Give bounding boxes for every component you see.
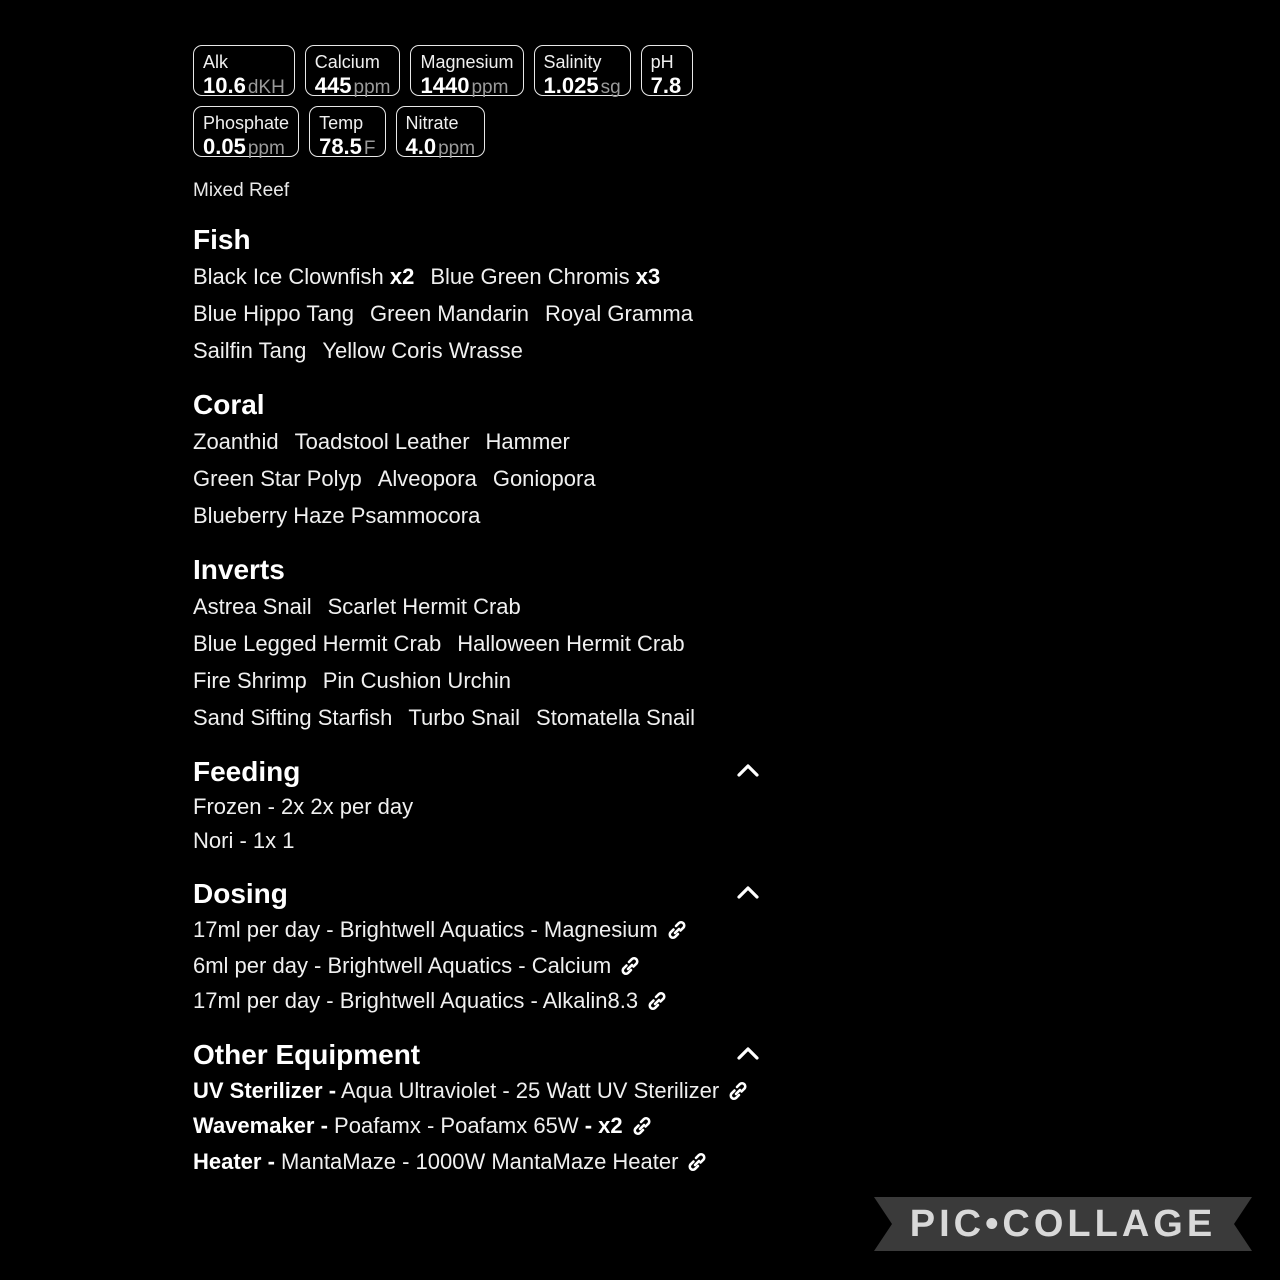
param-value-wrap	[420, 73, 513, 100]
list-line	[193, 699, 813, 736]
livestock-item[interactable]: Blue Hippo Tang	[193, 301, 355, 326]
list-line	[193, 258, 813, 295]
param-nitrate[interactable]	[396, 106, 486, 157]
section-header	[193, 876, 813, 912]
livestock-item[interactable]: Sand Sifting Starfish	[193, 705, 393, 730]
equipment-item	[193, 1108, 813, 1144]
param-unit: dKH	[247, 77, 285, 98]
param-value-wrap	[203, 134, 289, 161]
param-name: Alk	[203, 52, 229, 72]
livestock-item[interactable]: Pin Cushion Urchin	[322, 668, 511, 693]
section-header	[193, 754, 813, 790]
feeding-item: Nori - 1x 1	[193, 828, 295, 853]
param-name: Temp	[319, 113, 364, 133]
livestock-item[interactable]: Blueberry Haze Psammocora	[193, 503, 481, 528]
param-alk[interactable]	[193, 45, 295, 96]
section-header	[193, 1037, 813, 1073]
param-salinity[interactable]	[534, 45, 631, 96]
equipment-qty: - x2	[584, 1113, 623, 1138]
list-line	[193, 588, 813, 625]
chevron-up-icon[interactable]	[737, 763, 759, 777]
param-unit: ppm	[247, 138, 285, 159]
param-calcium[interactable]	[305, 45, 401, 96]
param-name: Calcium	[314, 52, 380, 72]
pic-collage-watermark	[874, 1197, 1252, 1251]
dosing-text: 17ml per day - Brightwell Aquatics - Alkalin8.3	[193, 988, 639, 1013]
param-value: 445	[314, 73, 352, 98]
livestock-qty: x3	[635, 264, 661, 289]
chevron-up-icon[interactable]	[737, 885, 759, 899]
param-unit: F	[363, 138, 376, 159]
param-value-wrap	[651, 73, 684, 100]
livestock-item[interactable]	[193, 264, 414, 289]
livestock-item[interactable]: Hammer	[485, 429, 570, 454]
tank-type: Mixed Reef	[193, 180, 290, 201]
link-icon[interactable]	[664, 919, 690, 941]
dosing-item	[193, 948, 813, 984]
livestock-item[interactable]: Fire Shrimp	[193, 668, 307, 693]
livestock-item[interactable]: Turbo Snail	[408, 705, 521, 730]
livestock-item[interactable]: Toadstool Leather	[294, 429, 470, 454]
equipment-item	[193, 1144, 813, 1180]
param-phosphate[interactable]	[193, 106, 299, 157]
livestock-item[interactable]: Green Star Polyp	[193, 466, 362, 491]
param-unit: sg	[600, 77, 621, 98]
chevron-up-icon[interactable]	[737, 1046, 759, 1060]
param-value-wrap	[406, 134, 476, 161]
section-title: Dosing	[193, 878, 288, 909]
equipment-label: Wavemaker -	[193, 1113, 328, 1138]
param-ph[interactable]	[641, 45, 694, 96]
link-icon[interactable]	[629, 1115, 655, 1137]
section-header	[193, 387, 813, 423]
param-value: 1440	[420, 73, 470, 98]
list-line	[193, 625, 813, 662]
list-line	[193, 460, 813, 497]
param-name: Nitrate	[405, 113, 459, 133]
param-name: Phosphate	[203, 113, 290, 133]
section-title: Feeding	[193, 756, 301, 787]
param-value: 4.0	[405, 134, 437, 159]
link-icon[interactable]	[644, 990, 670, 1012]
section-title: Other Equipment	[193, 1038, 421, 1070]
dosing-text: 6ml per day - Brightwell Aquatics - Calcium	[193, 952, 612, 978]
livestock-item[interactable]: Blue Legged Hermit Crab	[193, 631, 442, 656]
param-temp[interactable]	[309, 106, 385, 157]
parameters-row	[193, 106, 813, 157]
list-line	[193, 497, 813, 534]
dosing-item	[193, 912, 813, 948]
param-value: 78.5	[319, 134, 362, 159]
fish-section	[193, 222, 813, 369]
param-magnesium[interactable]	[410, 45, 523, 96]
param-name: Salinity	[543, 52, 602, 72]
param-unit: ppm	[353, 77, 391, 98]
feeding-section	[193, 754, 813, 858]
dosing-item	[193, 983, 813, 1019]
equipment-label: Heater -	[193, 1148, 275, 1174]
link-icon[interactable]	[684, 1151, 710, 1173]
tank-profile	[193, 45, 813, 1179]
param-unit: ppm	[471, 77, 509, 98]
param-value: 7.8	[650, 73, 682, 98]
livestock-item[interactable]: Halloween Hermit Crab	[457, 631, 685, 656]
param-value-wrap	[315, 73, 391, 100]
equipment-text: MantaMaze - 1000W MantaMaze Heater	[281, 1148, 679, 1174]
feeding-item: Frozen - 2x 2x per day	[193, 794, 414, 819]
parameters-row	[193, 45, 813, 96]
list-line	[193, 423, 813, 460]
livestock-item[interactable]: Zoanthid	[193, 429, 279, 454]
livestock-name: Black Ice Clownfish	[193, 264, 384, 289]
livestock-item[interactable]: Astrea Snail	[193, 594, 312, 619]
equipment-text: Poafamx - Poafamx 65W	[334, 1113, 579, 1138]
param-value-wrap	[203, 73, 285, 100]
param-unit: ppm	[438, 138, 476, 159]
list-line	[193, 662, 813, 699]
livestock-item[interactable]: Stomatella Snail	[536, 705, 696, 730]
section-header	[193, 552, 813, 588]
dosing-section	[193, 876, 813, 1019]
watermark-text: PIC•COLLAGE	[909, 1203, 1217, 1245]
section-title: Inverts	[193, 554, 285, 585]
section-header	[193, 222, 813, 258]
link-icon[interactable]	[617, 955, 643, 977]
inverts-section	[193, 552, 813, 736]
equipment-label: UV Sterilizer -	[193, 1077, 337, 1103]
equipment-item	[193, 1073, 813, 1109]
livestock-item[interactable]	[430, 264, 660, 289]
coral-section	[193, 387, 813, 534]
param-value-wrap	[319, 134, 375, 161]
livestock-qty: x2	[389, 264, 415, 289]
link-icon[interactable]	[725, 1080, 751, 1102]
parameters-grid	[193, 45, 813, 157]
livestock-item[interactable]: Goniopora	[492, 466, 596, 491]
param-value: 10.6	[203, 73, 246, 98]
param-value: 0.05	[203, 134, 246, 159]
section-title: Fish	[193, 224, 251, 255]
equipment-text: Aqua Ultraviolet - 25 Watt UV Sterilizer	[340, 1077, 720, 1103]
livestock-item[interactable]: Green Mandarin	[370, 301, 530, 326]
livestock-name: Blue Green Chromis	[430, 264, 630, 289]
dosing-text: 17ml per day - Brightwell Aquatics - Magnesium	[193, 917, 658, 942]
livestock-item[interactable]: Royal Gramma	[545, 301, 693, 326]
param-name: pH	[650, 52, 674, 72]
livestock-item[interactable]: Sailfin Tang	[193, 338, 307, 363]
section-title: Coral	[193, 389, 265, 420]
param-value-wrap	[544, 73, 621, 100]
livestock-item[interactable]: Scarlet Hermit Crab	[327, 594, 521, 619]
param-name: Magnesium	[420, 52, 514, 72]
livestock-item[interactable]: Yellow Coris Wrasse	[322, 338, 523, 363]
param-value: 1.025	[543, 73, 599, 98]
equipment-section	[193, 1037, 813, 1180]
list-line	[193, 332, 813, 369]
list-line	[193, 295, 813, 332]
livestock-item[interactable]: Alveopora	[377, 466, 477, 491]
